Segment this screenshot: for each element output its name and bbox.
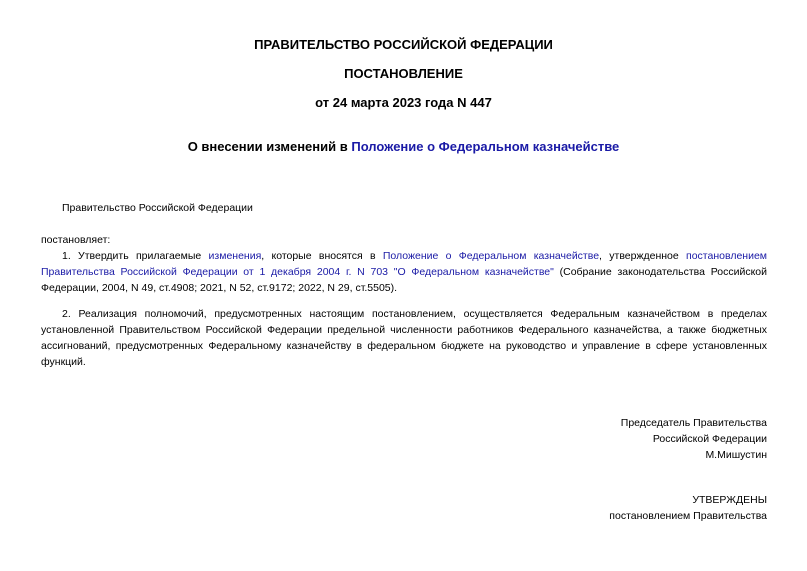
- government-line: Правительство Российской Федерации: [62, 202, 253, 214]
- approved-by: постановлением Правительства: [609, 510, 767, 522]
- p1-text-4: (Собрание законодательства Российской Федерации, 2004, N 49, ст.4908; 2021, N 52, ст.9172; 2022, N 29, ст.5505).: [41, 266, 767, 294]
- p1-text-3: , утвержденное: [599, 250, 687, 262]
- document-date-number: от 24 марта 2023 года N 447: [315, 95, 492, 110]
- link-regulation[interactable]: Положение о Федеральном казначействе: [382, 250, 600, 262]
- resolves-line: постановляет:: [41, 234, 111, 246]
- signature-country: Российской Федерации: [652, 433, 767, 445]
- signature-name: М.Мишустин: [705, 449, 767, 461]
- p1-text-2: , которые вносятся в: [261, 250, 383, 262]
- subject-link-regulation[interactable]: Положение о Федеральном казначействе: [351, 139, 620, 154]
- p1-text-1: 1. Утвердить прилагаемые: [62, 250, 209, 262]
- link-changes[interactable]: изменения: [208, 250, 262, 262]
- subject-prefix: О внесении изменений в: [187, 139, 352, 154]
- approved-block: [467, 492, 767, 524]
- paragraph-1: [41, 248, 767, 296]
- government-heading: ПРАВИТЕЛЬСТВО РОССИЙСКОЙ ФЕДЕРАЦИИ: [254, 37, 553, 52]
- signature-title: Председатель Правительства: [620, 417, 767, 429]
- paragraph-2: 2. Реализация полномочий, предусмотренных настоящим постановлением, осуществляется Федеральным казначейством в пределах установленной Правительством Российской Федерации предельной численности работников Федерального казначейства, а также бюджетных ассигнований, предусмотренных Федеральному казначейству в федеральном бюджете на руководство и управление в сфере установленных функций.: [41, 308, 767, 368]
- approved-label: УТВЕРЖДЕНЫ: [692, 494, 767, 506]
- document-subject: [0, 139, 807, 155]
- signature-block: [467, 415, 767, 463]
- document-type-heading: ПОСТАНОВЛЕНИЕ: [344, 66, 463, 81]
- link-resolution-703[interactable]: постановлением Правительства Российской Федерации от 1 декабря 2004 г. N 703 "О Федеральном казначействе": [41, 250, 768, 278]
